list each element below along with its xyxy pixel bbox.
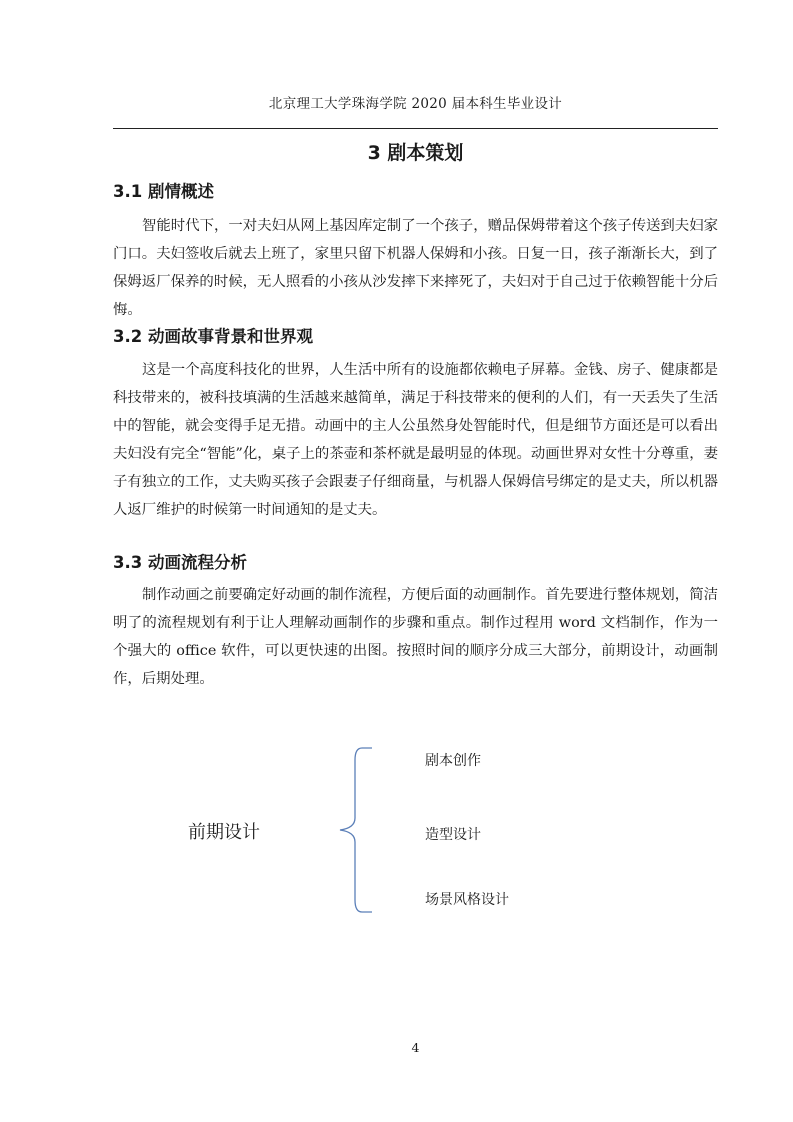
section-paragraph-3-1: 智能时代下，一对夫妇从网上基因库定制了一个孩子，赠品保姆带着这个孩子传送到夫妇家门口。夫妇签收后就去上班了，家里只留下机器人保姆和小孩。日复一日，孩子渐渐长大，到了保姆返厂保养的时候，无人照看的小孩从沙发摔下来摔死了，夫妇对于自己过于依赖智能十分后悔。 <box>113 218 718 318</box>
brace-path <box>340 748 372 912</box>
header-divider <box>113 128 718 129</box>
diagram-branch-scene-style-design: 场景风格设计 <box>425 892 509 908</box>
section-heading-3-1: 3.1 剧情概述 <box>113 182 214 201</box>
preproduction-diagram <box>0 720 793 940</box>
diagram-branch-character-design: 造型设计 <box>425 827 481 843</box>
section-paragraph-3-3: 制作动画之前要确定好动画的制作流程，方便后面的动画制作。首先要进行整体规划，简洁明了的流程规划有利于让人理解动画制作的步骤和重点。制作过程用 word 文档制作，作为一个强大的 office 软件，可以更快速的出图。按照时间的顺序分成三大部分，前期设计，动画制作，后期处理。 <box>113 587 718 687</box>
section-heading-3-2: 3.2 动画故事背景和世界观 <box>113 327 313 346</box>
page-header: 北京理工大学珠海学院 2020 届本科生毕业设计 <box>268 96 563 112</box>
section-paragraph-3-2: 这是一个高度科技化的世界，人生活中所有的设施都依赖电子屏幕。金钱、房子、健康都是科技带来的，被科技填满的生活越来越简单，满足于科技带来的便利的人们，有一天丢失了生活中的智能，就会变得手足无措。动画中的主人公虽然身处智能时代，但是细节方面还是可以看出夫妇没有完全“智能”化，桌子上的茶壶和茶杯就是最明显的体现。动画世界对女性十分尊重，妻子有独立的工作，丈夫购买孩子会跟妻子仔细商量，与机器人保姆信号绑定的是丈夫，所以机器人返厂维护的时候第一时间通知的是丈夫。 <box>113 362 718 518</box>
brace-connector <box>0 720 793 940</box>
diagram-root-label: 前期设计 <box>188 822 260 843</box>
chapter-title: 3 剧本策划 <box>367 142 464 164</box>
section-heading-3-3: 3.3 动画流程分析 <box>113 553 247 572</box>
diagram-branch-script: 剧本创作 <box>425 753 481 769</box>
page-number: 4 <box>411 1040 420 1055</box>
